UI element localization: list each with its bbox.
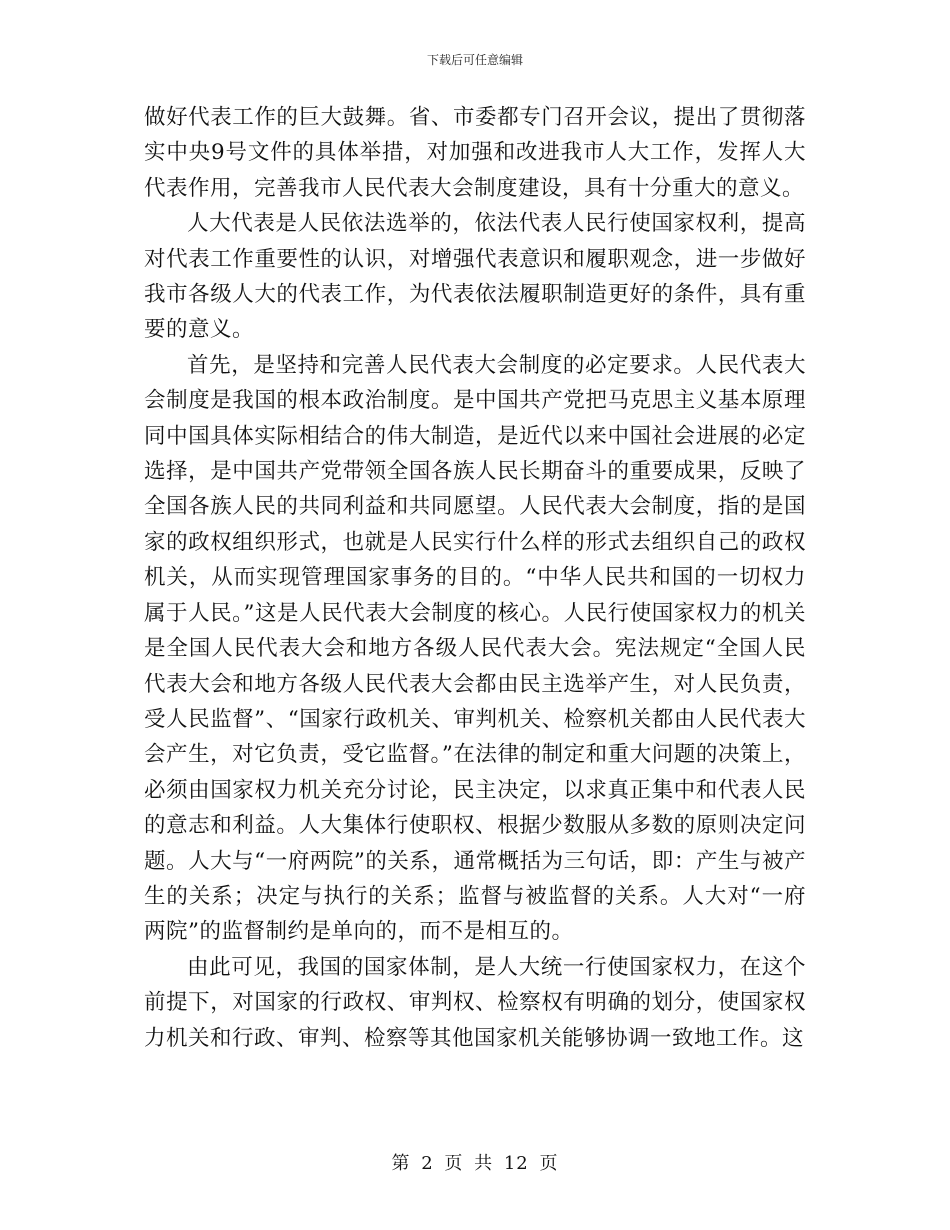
page-header-note: 下载后可任意编辑 (426, 53, 523, 67)
paragraph-3: 首先，是坚持和完善人民代表大会制度的必定要求。人民代表大会制度是我国的根本政治制度。是中国共产党把马克思主义基本原理同中国具体实际相结合的伟大制造，是近代以来中国社会进展的必定选择，是中国共产党带领全国各族人民长期奋斗的重要成果，反映了全国各族人民的共同利益和共同愿望。人民代表大会制度，指的是国家的政权组织形式，也就是人民实行什么样的形式去组织自己的政权机关，从而实现管理国家事务的目的。“中华人民共和国的一切权力属于人民。”这是人民代表大会制度的核心。人民行使国家权力的机关是全国人民代表大会和地方各级人民代表大会。宪法规定“全国人民代表大会和地方各级人民代表大会都由民主选举产生，对人民负责，受人民监督”、“国家行政机关、审判机关、检察机关都由人民代表大会产生，对它负责，受它监督。”在法律的制定和重大问题的决策上，必须由国家权力机关充分讨论，民主决定，以求真正集中和代表人民的意志和利益。人大集体行使职权、根据少数服从多数的原则决定问题。人大与“一府两院”的关系，通常概括为三句话，即：产生与被产生的关系；决定与执行的关系；监督与被监督的关系。人大对“一府两院”的监督制约是单向的，而不是相互的。 (144, 352, 806, 945)
paragraph-4: 由此可见，我国的国家体制，是人大统一行使国家权力，在这个前提下，对国家的行政权、审判权、检察权有明确的划分，使国家权力机关和行政、审判、检察等其他国家机关能够协调一致地工作。这 (144, 954, 806, 1051)
paragraph-1: 做好代表工作的巨大鼓舞。省、市委都专门召开会议，提出了贯彻落实中央9号文件的具体举措，对加强和改进我市人大工作，发挥人大代表作用，完善我市人民代表大会制度建设，具有十分重大的意义。 (144, 105, 806, 201)
page-number-footer: 第 2 页 共 12 页 (391, 1153, 559, 1174)
paragraph-2: 人大代表是人民依法选举的，依法代表人民行使国家权利，提高对代表工作重要性的认识，对增强代表意识和履职观念，进一步做好我市各级人大的代表工作，为代表依法履职制造更好的条件，具有重要的意义。 (144, 211, 806, 343)
document-body (144, 100, 806, 1056)
